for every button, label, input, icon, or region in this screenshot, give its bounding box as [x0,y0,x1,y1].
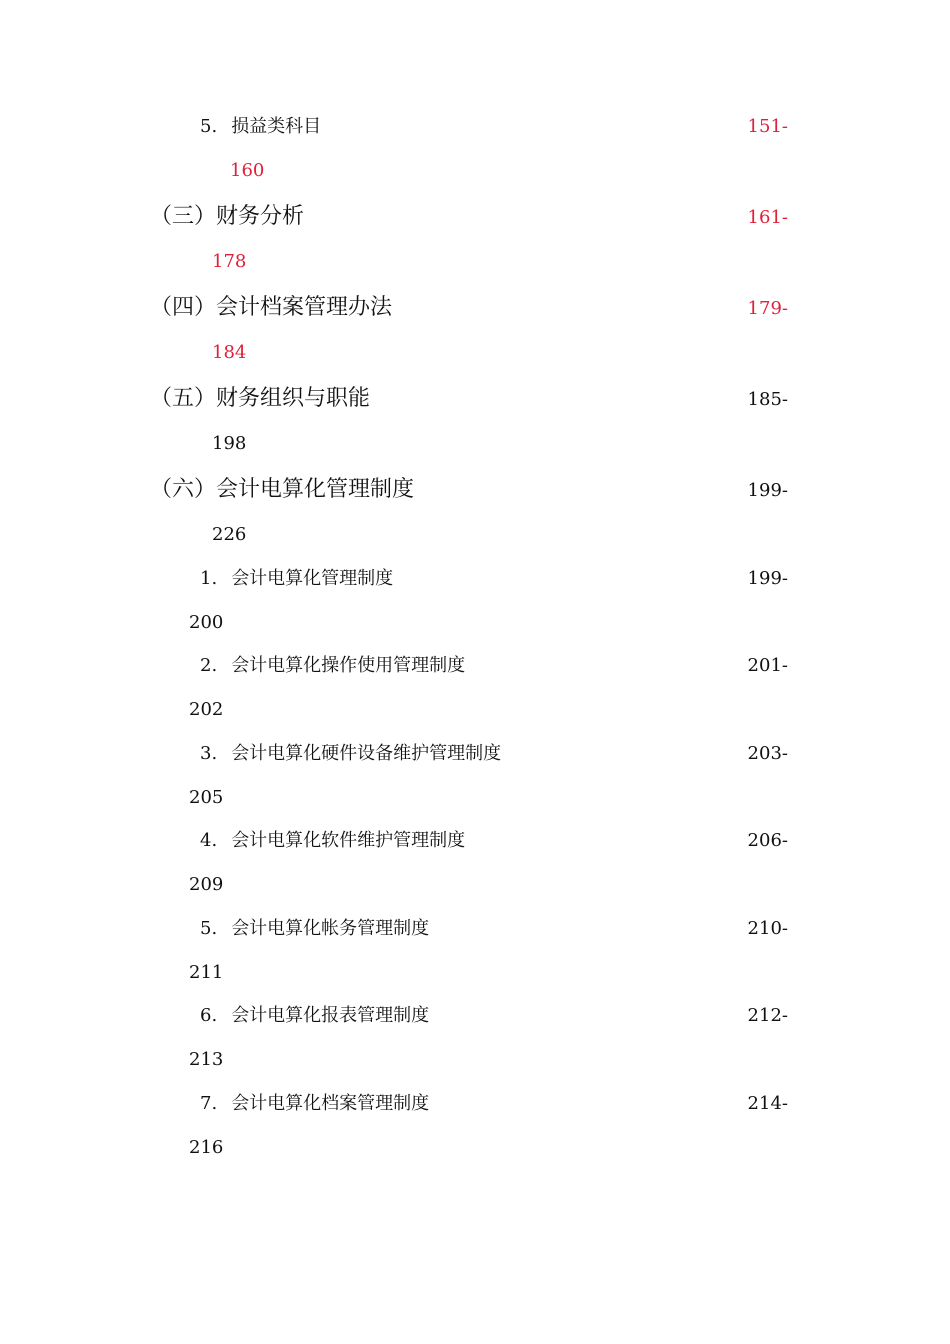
toc-entry-number: 5. [200,918,218,939]
toc-entry-label: 损益类科目 [231,116,322,137]
toc-entry-title[interactable] [150,297,392,319]
toc-entry-title[interactable] [150,388,370,410]
toc-entry-page-start: 212- [747,1005,788,1026]
toc-entry-page-end: 213 [189,1049,224,1070]
toc-entry-number: 3. [200,743,218,764]
toc-entry-number: （六） [150,477,217,502]
toc-entry-page-end: 205 [189,787,224,808]
toc-entry-number: （三） [150,204,217,229]
toc-entry-page-start: 201- [747,655,788,676]
toc-entry-page-start: 151- [747,116,788,137]
toc-entry-title[interactable] [200,1007,429,1025]
toc-entry-label: 会计电算化管理制度 [216,477,415,502]
toc-entry-label: 会计电算化报表管理制度 [231,1005,430,1026]
toc-entry-label: 会计电算化硬件设备维护管理制度 [231,743,502,764]
toc-entry-page-end: 211 [189,962,224,983]
toc-entry-page-end: 160 [230,160,265,181]
toc-entry-page-start: 199- [747,480,788,501]
toc-entry-page-end: 178 [212,251,247,272]
toc-entry-page-start: 185- [747,389,788,410]
toc-entry-number: （五） [150,386,217,411]
toc-entry-title[interactable] [150,479,414,501]
toc-entry-page-start: 210- [747,918,788,939]
toc-entry-label: 会计电算化档案管理制度 [231,1093,430,1114]
toc-entry-page-end: 202 [189,699,224,720]
toc-entry-page-end: 226 [212,524,247,545]
toc-entry-label: 会计电算化软件维护管理制度 [231,830,466,851]
toc-entry-page-end: 184 [212,342,247,363]
toc-entry-page-start: 214- [747,1093,788,1114]
toc-entry-label: 会计电算化帐务管理制度 [231,918,430,939]
toc-entry-page-start: 199- [747,568,788,589]
toc-entry-title[interactable] [200,1095,429,1113]
toc-entry-number: 2. [200,655,218,676]
toc-entry-title[interactable] [200,832,465,850]
toc-entry-page-end: 209 [189,874,224,895]
toc-entry-page-end: 216 [189,1137,224,1158]
toc-entry-page-end: 200 [189,612,224,633]
toc-entry-title[interactable] [200,745,501,763]
toc-entry-title[interactable] [200,570,393,588]
toc-entry-label: 会计电算化操作使用管理制度 [231,655,466,676]
toc-entry-page-start: 161- [747,207,788,228]
toc-entry-page-end: 198 [212,433,247,454]
toc-entry-title[interactable] [150,206,304,228]
toc-entry-page-start: 203- [747,743,788,764]
toc-entry-label: 财务分析 [216,204,305,229]
toc-entry-title[interactable] [200,118,321,136]
toc-entry-number: 5. [200,116,218,137]
toc-entry-title[interactable] [200,657,465,675]
toc-entry-title[interactable] [200,920,429,938]
toc-entry-page-start: 179- [747,298,788,319]
toc-entry-label: 财务组织与职能 [216,386,371,411]
toc-entry-label: 会计电算化管理制度 [231,568,394,589]
toc-entry-number: 6. [200,1005,218,1026]
toc-entry-number: （四） [150,295,217,320]
toc-entry-number: 4. [200,830,218,851]
toc-entry-number: 1. [200,568,218,589]
toc-entry-page-start: 206- [747,830,788,851]
toc-entry-label: 会计档案管理办法 [216,295,393,320]
toc-entry-number: 7. [200,1093,218,1114]
